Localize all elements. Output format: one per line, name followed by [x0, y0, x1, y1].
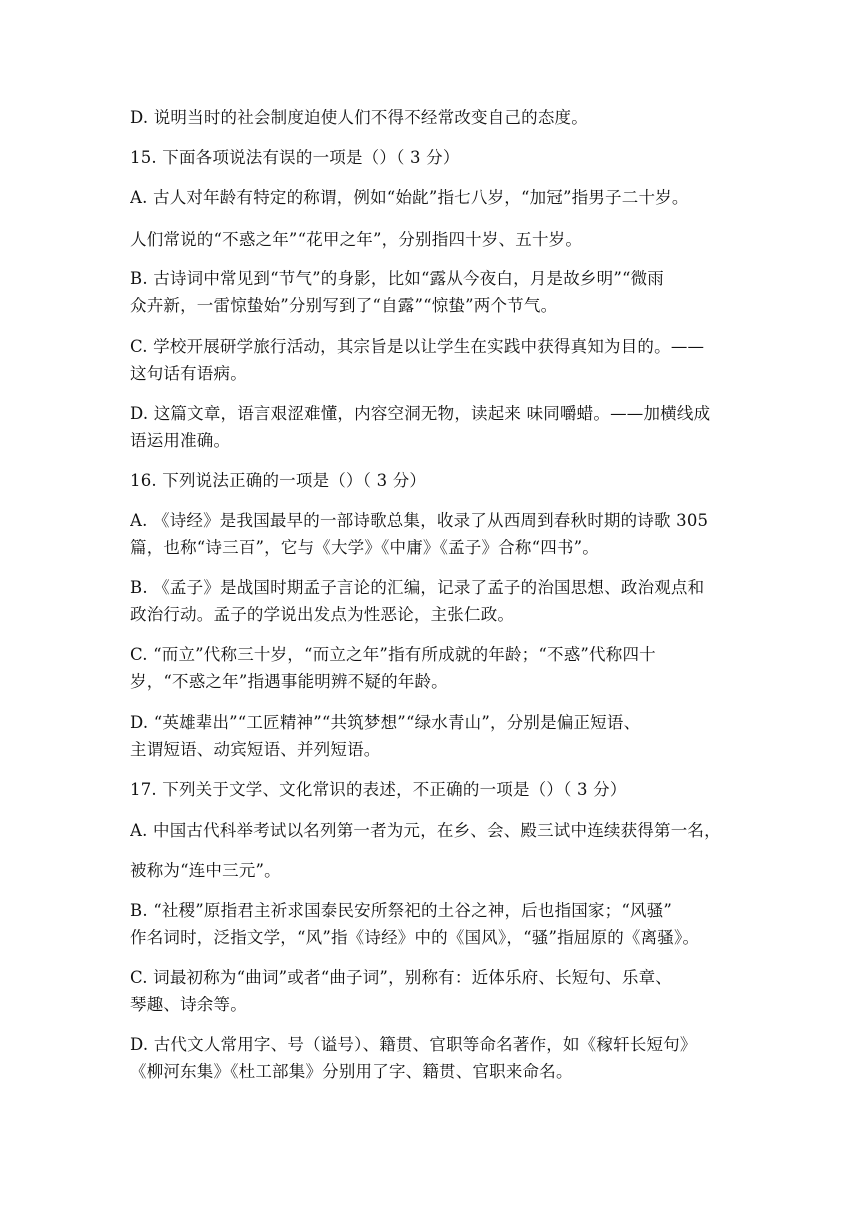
- text-line-4: 人们常说的“不惑之年”“花甲之年”，分别指四十岁、五十岁。: [130, 230, 583, 249]
- text-line-7: C. 学校开展研学旅行活动，其宗旨是以让学生在实践中获得真知为目的。——: [130, 337, 705, 356]
- text-line-14: B. 《孟子》是战国时期孟子言论的汇编，记录了孟子的治国思想、政治观点和: [130, 578, 705, 597]
- text-line-18: D. “英雄辈出”“工匠精神”“共筑梦想”“绿水青山”，分别是偏正短语、: [130, 713, 641, 732]
- text-line-8: 这句话有语病。: [130, 364, 247, 383]
- text-line-27: D. 古代文人常用字、号（谥号）、籍贯、官职等命名著作，如《稼轩长短句》: [130, 1035, 697, 1054]
- text-line-24: 作名词时，泛指文学，“风”指《诗经》中的《国风》，“骚”指屈原的《离骚》。: [130, 928, 700, 947]
- text-line-15: 政治行动。孟子的学说出发点为性恶论，主张仁政。: [130, 605, 515, 624]
- text-line-21: A. 中国古代科举考试以名列第一者为元，在乡、会、殿三试中连续获得第一名，: [130, 821, 721, 840]
- question-17-heading: 17. 下列关于文学、文化常识的表述，不正确的一项是（）（ 3 分）: [130, 780, 627, 799]
- text-line-22: 被称为“连中三元”。: [130, 861, 281, 880]
- text-line-1: D. 说明当时的社会制度迫使人们不得不经常改变自己的态度。: [130, 108, 588, 127]
- text-line-17: 岁，“不惑之年”指遇事能明辨不疑的年龄。: [130, 672, 448, 691]
- text-line-26: 琴趣、诗余等。: [130, 995, 247, 1014]
- question-16-heading: 16. 下列说法正确的一项是（）（ 3 分）: [130, 471, 427, 490]
- text-line-28: 《柳河东集》《杜工部集》分别用了字、籍贯、官职来命名。: [130, 1062, 573, 1081]
- text-line-13: 篇，也称“诗三百”，它与《大学》《中庸》《孟子》合称“四书”。: [130, 538, 599, 557]
- text-line-19: 主谓短语、动宾短语、并列短语。: [130, 740, 381, 759]
- text-line-10: 语运用准确。: [130, 431, 231, 450]
- text-line-16: C. “而立”代称三十岁，“而立之年”指有所成就的年龄；“不惑”代称四十: [130, 645, 656, 664]
- text-line-6: 众卉新，一雷惊蛰始”分别写到了“自露”“惊蛰”两个节气。: [130, 296, 558, 315]
- text-line-3: A. 古人对年龄有特定的称谓，例如“始龀”指七八岁，“加冠”指男子二十岁。: [130, 188, 689, 207]
- question-15-heading: 15. 下面各项说法有误的一项是（）（ 3 分）: [130, 148, 460, 167]
- text-line-12: A. 《诗经》是我国最早的一部诗歌总集，收录了从西周到春秋时期的诗歌 305: [130, 511, 709, 530]
- text-line-9: D. 这篇文章，语言艰涩难懂，内容空洞无物，读起来 味同嚼蜡。——加横线成: [130, 404, 711, 423]
- text-line-25: C. 词最初称为“曲词”或者“曲子词”，别称有：近体乐府、长短句、乐章、: [130, 968, 672, 987]
- text-line-23: B. “社稷”原指君主祈求国泰民安所祭祀的土谷之神，后也指国家；“风骚”: [130, 901, 673, 920]
- text-line-5: B. 古诗词中常见到“节气”的身影，比如“露从今夜白，月是故乡明”“微雨: [130, 269, 664, 288]
